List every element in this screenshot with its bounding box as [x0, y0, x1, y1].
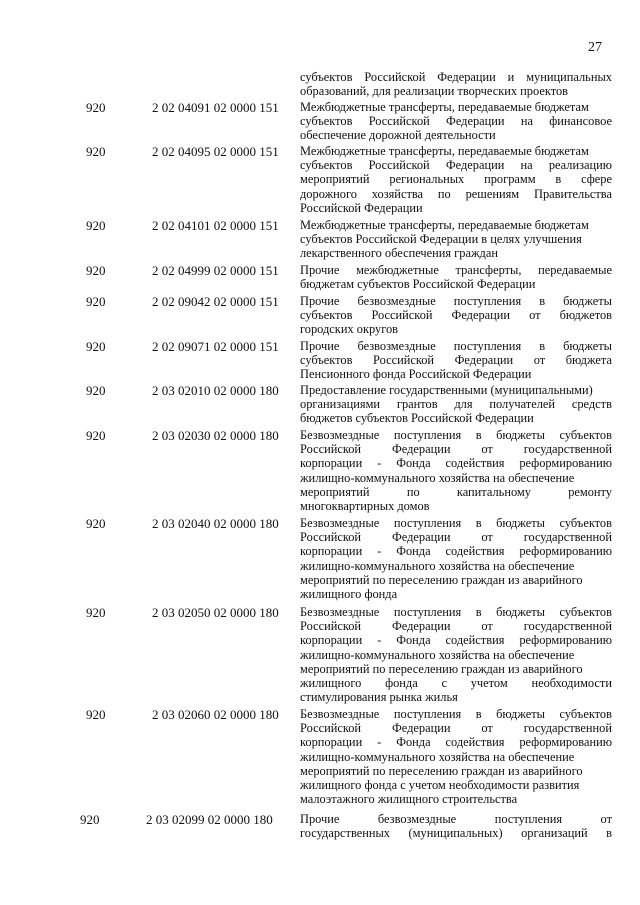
- description-line: [300, 397, 612, 411]
- admin-code: 920: [86, 144, 106, 159]
- description-line: [300, 263, 612, 277]
- word: Безвозмездные: [300, 428, 380, 442]
- word: Российской: [300, 442, 362, 457]
- description-line: бюджетов субъектов Российской Федерации: [300, 411, 534, 426]
- description: [300, 707, 612, 806]
- word: необходимости: [531, 676, 612, 691]
- description-line: обеспечение дорожной деятельности: [300, 128, 496, 143]
- description-line: образований, для реализации творческих проектов: [300, 84, 568, 99]
- word: от: [600, 812, 612, 826]
- word: государственных: [300, 826, 391, 841]
- word: Правительства: [534, 186, 612, 201]
- word: Федерации: [391, 442, 451, 457]
- word: ремонту: [568, 484, 612, 499]
- word: -: [377, 456, 382, 471]
- word: Фонда: [396, 735, 431, 750]
- word: корпорации: [300, 633, 363, 648]
- word: финансовое: [549, 114, 612, 129]
- word: Российской: [300, 619, 362, 634]
- word: субъектов: [559, 605, 612, 619]
- description-line: [300, 172, 612, 186]
- word: жилищного: [300, 676, 362, 691]
- word: от: [481, 530, 493, 545]
- word: Федерации: [451, 308, 511, 323]
- description-line: Межбюджетные трансферты, передаваемые бюджетам: [300, 100, 589, 114]
- kbk-code: 2 03 02010 02 0000 180: [152, 383, 279, 398]
- word: Федерации: [446, 114, 505, 129]
- description-line: Межбюджетные трансферты, передаваемые бюджетам: [300, 218, 589, 232]
- word: в: [539, 339, 546, 353]
- word: Фонда: [396, 633, 431, 648]
- kbk-code: 2 02 04999 02 0000 151: [152, 263, 279, 278]
- word: (муниципальных): [408, 826, 503, 841]
- word: Прочие: [300, 339, 340, 353]
- word: поступления: [453, 339, 522, 353]
- word: субъектов: [559, 516, 612, 530]
- word: Федерации: [391, 721, 451, 736]
- word: межбюджетные: [356, 263, 439, 277]
- word: передаваемые: [538, 263, 612, 277]
- description: [300, 294, 612, 337]
- description: [300, 812, 612, 840]
- word: государственной: [523, 721, 612, 736]
- word: реформированию: [519, 735, 612, 750]
- description: [300, 383, 612, 426]
- word: Прочие: [300, 812, 340, 826]
- word: бюджеты: [496, 707, 545, 721]
- description-line: субъектов Российской Федерации в целях улучшения: [300, 232, 582, 247]
- word: по: [406, 484, 420, 499]
- description: [300, 428, 612, 513]
- word: субъектов: [300, 308, 353, 323]
- word: муниципальных: [526, 70, 612, 84]
- kbk-code: 2 02 09071 02 0000 151: [152, 339, 279, 354]
- description: [300, 605, 612, 704]
- description-line: жилищно-коммунального хозяйства на обеспечение: [300, 647, 575, 662]
- description-line: жилищного фонда: [300, 587, 398, 602]
- word: Безвозмездные: [300, 707, 380, 721]
- word: Российской: [300, 530, 362, 545]
- word: реализацию: [548, 158, 612, 173]
- kbk-code: 2 02 04101 02 0000 151: [152, 218, 279, 233]
- word: в: [539, 294, 546, 308]
- word: капитальному: [456, 484, 531, 499]
- word: государственной: [523, 530, 612, 545]
- word: -: [377, 735, 382, 750]
- description-line: мероприятий по переселению граждан из аварийного: [300, 572, 583, 587]
- description-line: [300, 339, 612, 353]
- description: [300, 70, 612, 98]
- word: хозяйства: [371, 186, 424, 201]
- word: региональных: [389, 172, 465, 187]
- word: безвозмездные: [357, 339, 436, 353]
- kbk-code: 2 02 04091 02 0000 151: [152, 100, 279, 115]
- word: решениям: [465, 186, 520, 201]
- word: от: [529, 308, 541, 323]
- description-line: [300, 826, 612, 840]
- description-line: многоквартирных домов: [300, 499, 430, 514]
- word: субъектов: [300, 158, 353, 173]
- description-line: [300, 721, 612, 735]
- word: Безвозмездные: [300, 605, 380, 619]
- word: в: [555, 172, 562, 187]
- description-line: мероприятий по переселению граждан из аварийного: [300, 763, 583, 778]
- word: организациями: [300, 397, 381, 412]
- description-line: жилищно-коммунального хозяйства на обеспечение: [300, 558, 575, 573]
- word: учетом: [470, 676, 508, 691]
- admin-code: 920: [80, 812, 100, 827]
- word: реформированию: [519, 544, 612, 559]
- word: по: [437, 186, 451, 201]
- description-line: жилищно-коммунального хозяйства на обеспечение: [300, 749, 575, 764]
- admin-code: 920: [86, 339, 106, 354]
- word: грантов: [396, 397, 438, 412]
- description-line: [300, 456, 612, 470]
- description-line: жилищного фонда с учетом необходимости развития: [300, 778, 580, 793]
- word: Федерации: [391, 530, 451, 545]
- word: в: [606, 826, 612, 841]
- description-line: [300, 812, 612, 826]
- word: Российской: [373, 353, 435, 368]
- admin-code: 920: [86, 218, 106, 233]
- word: средств: [571, 397, 612, 412]
- word: Федерации: [454, 353, 514, 368]
- word: корпорации: [300, 456, 363, 471]
- description-line: [300, 707, 612, 721]
- word: реформированию: [519, 456, 612, 471]
- word: государственной: [523, 442, 612, 457]
- admin-code: 920: [86, 605, 106, 620]
- description-line: [300, 294, 612, 308]
- word: Безвозмездные: [300, 516, 380, 530]
- word: программ: [484, 172, 536, 187]
- word: бюджеты: [563, 294, 612, 308]
- word: реформированию: [519, 633, 612, 648]
- description: [300, 263, 612, 291]
- word: дорожного: [300, 186, 357, 201]
- word: -: [377, 544, 382, 559]
- page-number: 27: [588, 40, 602, 55]
- word: Федерации: [391, 619, 451, 634]
- description-line: [300, 485, 612, 499]
- word: государственной: [523, 619, 612, 634]
- word: поступления: [393, 707, 462, 721]
- description-line: [300, 158, 612, 172]
- description: [300, 516, 612, 601]
- word: содействия: [445, 735, 505, 750]
- description: [300, 100, 612, 143]
- kbk-code: 2 03 02040 02 0000 180: [152, 516, 279, 531]
- word: в: [475, 707, 482, 721]
- word: субъектов: [300, 114, 353, 129]
- word: от: [533, 353, 546, 368]
- description-line: малоэтажного жилищного строительства: [300, 792, 518, 807]
- kbk-code: 2 02 04095 02 0000 151: [152, 144, 279, 159]
- description-line: [300, 735, 612, 749]
- description-line: [300, 633, 612, 647]
- word: на: [520, 158, 533, 173]
- word: поступления: [393, 605, 462, 619]
- word: организаций: [521, 826, 588, 841]
- word: в: [475, 516, 482, 530]
- word: Федерации: [445, 158, 505, 173]
- word: бюджеты: [563, 339, 612, 353]
- word: трансферты,: [455, 263, 522, 277]
- word: бюджеты: [496, 428, 545, 442]
- word: Федерации: [437, 70, 496, 84]
- word: в: [475, 605, 482, 619]
- word: Прочие: [300, 294, 340, 308]
- description-line: городских округов: [300, 322, 399, 337]
- word: Российской: [368, 114, 430, 129]
- word: поступления: [453, 294, 522, 308]
- word: содействия: [445, 456, 505, 471]
- admin-code: 920: [86, 263, 106, 278]
- word: Фонда: [396, 544, 431, 559]
- word: поступления: [393, 516, 462, 530]
- word: бюджета: [565, 353, 612, 368]
- word: бюджетов: [559, 308, 612, 323]
- word: Фонда: [396, 456, 431, 471]
- description-line: [300, 605, 612, 619]
- word: и: [507, 70, 515, 84]
- description-line: [300, 516, 612, 530]
- word: с: [441, 676, 447, 691]
- word: бюджеты: [496, 605, 545, 619]
- description-line: [300, 676, 612, 690]
- word: мероприятий: [300, 172, 370, 187]
- description-line: [300, 619, 612, 633]
- description: [300, 339, 612, 382]
- description-line: жилищно-коммунального хозяйства на обеспечение: [300, 470, 575, 485]
- description-line: [300, 70, 612, 84]
- word: субъектов: [559, 707, 612, 721]
- description-line: стимулирования рынка жилья: [300, 690, 458, 705]
- word: Прочие: [300, 263, 340, 277]
- description: [300, 144, 612, 215]
- word: фонда: [385, 676, 418, 691]
- word: от: [481, 442, 493, 457]
- description-line: Пенсионного фонда Российской Федерации: [300, 367, 532, 382]
- word: в: [475, 428, 482, 442]
- description-line: [300, 114, 612, 128]
- description-line: [300, 544, 612, 558]
- kbk-code: 2 03 02050 02 0000 180: [152, 605, 279, 620]
- admin-code: 920: [86, 428, 106, 443]
- word: субъектов: [300, 70, 353, 84]
- description-line: Российской Федерации: [300, 200, 423, 215]
- word: получателей: [489, 397, 556, 412]
- word: мероприятий: [300, 484, 370, 499]
- description-line: [300, 530, 612, 544]
- word: Российской: [371, 308, 433, 323]
- word: безвозмездные: [377, 812, 457, 826]
- admin-code: 920: [86, 100, 106, 115]
- admin-code: 920: [86, 516, 106, 531]
- word: субъектов: [300, 353, 353, 368]
- word: содействия: [445, 544, 505, 559]
- word: корпорации: [300, 544, 363, 559]
- word: сфере: [581, 172, 612, 187]
- description-line: Предоставление государственными (муниципальными): [300, 383, 593, 397]
- admin-code: 920: [86, 294, 106, 309]
- word: корпорации: [300, 735, 363, 750]
- description-line: [300, 187, 612, 201]
- word: на: [520, 114, 533, 129]
- description-line: бюджетам субъектов Российской Федерации: [300, 277, 536, 292]
- kbk-code: 2 03 02060 02 0000 180: [152, 707, 279, 722]
- kbk-code: 2 03 02030 02 0000 180: [152, 428, 279, 443]
- description: [300, 218, 612, 261]
- word: Российской: [364, 70, 426, 84]
- word: от: [481, 721, 493, 736]
- word: субъектов: [559, 428, 612, 442]
- description-line: мероприятий по переселению граждан из аварийного: [300, 661, 583, 676]
- kbk-code: 2 03 02099 02 0000 180: [146, 812, 273, 827]
- kbk-code: 2 02 09042 02 0000 151: [152, 294, 279, 309]
- description-line: Межбюджетные трансферты, передаваемые бюджетам: [300, 144, 589, 158]
- word: от: [481, 619, 493, 634]
- word: бюджеты: [496, 516, 545, 530]
- word: Российской: [300, 721, 362, 736]
- admin-code: 920: [86, 383, 106, 398]
- admin-code: 920: [86, 707, 106, 722]
- word: поступления: [494, 812, 563, 826]
- description-line: лекарственного обеспечения граждан: [300, 246, 498, 261]
- description-line: [300, 308, 612, 322]
- word: Российской: [368, 158, 430, 173]
- description-line: [300, 353, 612, 367]
- word: поступления: [393, 428, 462, 442]
- word: содействия: [445, 633, 505, 648]
- word: для: [454, 397, 473, 412]
- description-line: [300, 442, 612, 456]
- description-line: [300, 428, 612, 442]
- word: -: [377, 633, 382, 648]
- word: безвозмездные: [357, 294, 436, 308]
